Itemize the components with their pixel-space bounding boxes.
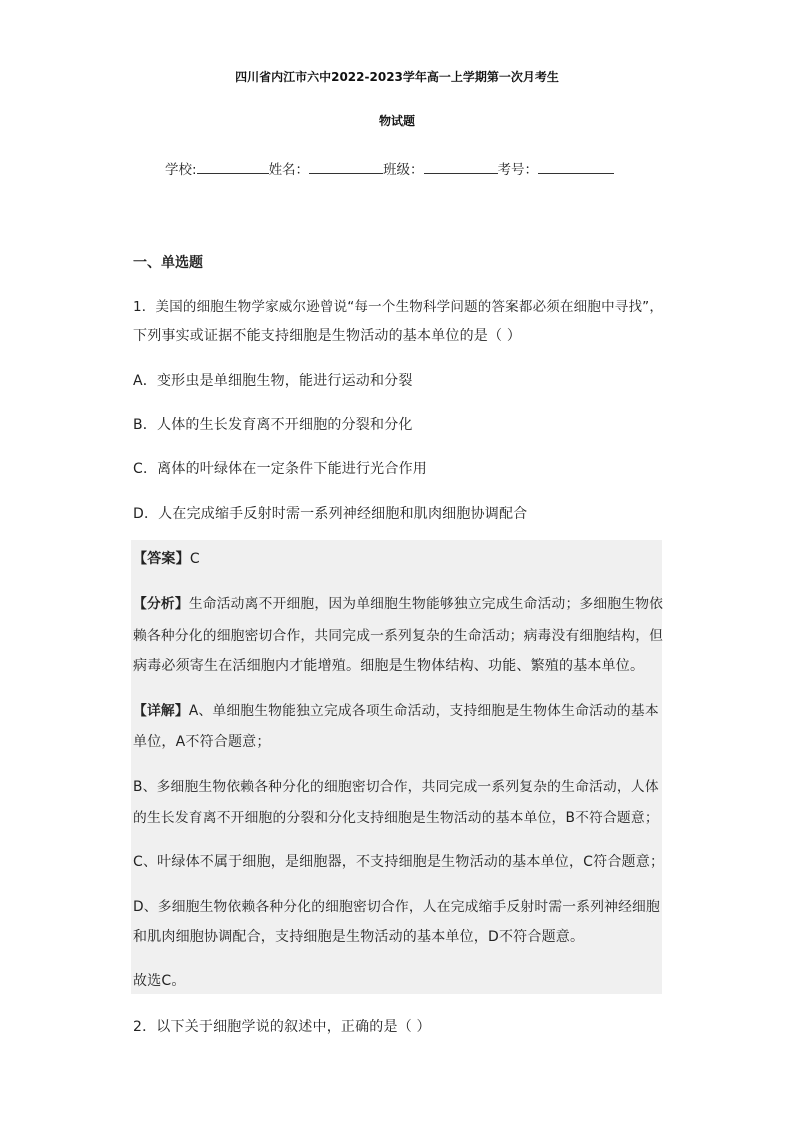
answer-value: C <box>189 551 200 567</box>
document-title-line1: 四川省内江市六中2022-2023学年高一上学期第一次月考生 <box>235 70 559 84</box>
number-blank <box>538 159 614 174</box>
student-info-row <box>165 158 614 178</box>
document-title-line2: 物试题 <box>378 114 415 128</box>
q1-option-d: D．人在完成缩手反射时需一系列神经细胞和肌肉细胞协调配合 <box>133 506 528 522</box>
name-label: 姓名： <box>268 162 310 178</box>
school-blank <box>197 159 269 174</box>
analysis-label: 【分析】 <box>133 596 189 612</box>
q1-detail-d-line1: D、多细胞生物依赖各种分化的细胞密切合作，人在完成缩手反射时需一系列神经细胞 <box>133 899 660 915</box>
class-blank <box>424 159 498 174</box>
q1-detail-c: C、叶绿体不属于细胞，是细胞器，不支持细胞是生物活动的基本单位，C符合题意； <box>133 854 665 870</box>
q1-analysis-line3: 病毒必须寄生在活细胞内才能增殖。细胞是生物体结构、功能、繁殖的基本单位。 <box>133 658 645 674</box>
q1-answer <box>133 548 200 568</box>
number-label: 考号： <box>497 162 539 178</box>
q1-detail-b-line1: B、多细胞生物依赖各种分化的细胞密切合作，共同完成一系列复杂的生命活动，人体 <box>133 779 659 795</box>
q2-stem: 2．以下关于细胞学说的叙述中，正确的是（ ） <box>133 1019 431 1035</box>
q1-detail-a-line1 <box>133 699 659 719</box>
q1-detail-a-line2: 单位，A不符合题意； <box>133 734 271 750</box>
section-title: 一、单选题 <box>133 255 203 271</box>
q1-option-b: B．人体的生长发育离不开细胞的分裂和分化 <box>133 417 413 433</box>
q1-detail-d-line2: 和肌肉细胞协调配合，支持细胞是生物活动的基本单位，D不符合题意。 <box>133 929 585 945</box>
q1-option-a: A．变形虫是单细胞生物，能进行运动和分裂 <box>133 373 413 389</box>
q1-option-c: C．离体的叶绿体在一定条件下能进行光合作用 <box>133 461 427 477</box>
name-blank <box>309 159 383 174</box>
q1-conclusion: 故选C。 <box>133 973 186 989</box>
school-label: 学校: <box>165 162 197 178</box>
q1-analysis-line1 <box>133 592 663 612</box>
class-label: 班级： <box>383 162 424 178</box>
answer-label: 【答案】 <box>133 551 190 567</box>
q1-stem-line1: 1．美国的细胞生物学家威尔逊曾说“每一个生物科学问题的答案都必须在细胞中寻找”， <box>133 299 664 315</box>
q1-analysis-line2: 赖各种分化的细胞密切合作，共同完成一系列复杂的生命活动；病毒没有细胞结构，但 <box>133 628 664 644</box>
detail-a-text-1: A、单细胞生物能独立完成各项生命活动，支持细胞是生物体生命活动的基本 <box>188 703 659 719</box>
q1-stem-line2: 下列事实或证据不能支持细胞是生物活动的基本单位的是（ ） <box>133 328 522 344</box>
analysis-text-1: 生命活动离不开细胞，因为单细胞生物能够独立完成生命活动；多细胞生物依 <box>188 596 664 612</box>
detail-label: 【详解】 <box>133 703 189 719</box>
q1-detail-b-line2: 的生长发育离不开细胞的分裂和分化支持细胞是生物活动的基本单位，B不符合题意； <box>133 810 659 826</box>
